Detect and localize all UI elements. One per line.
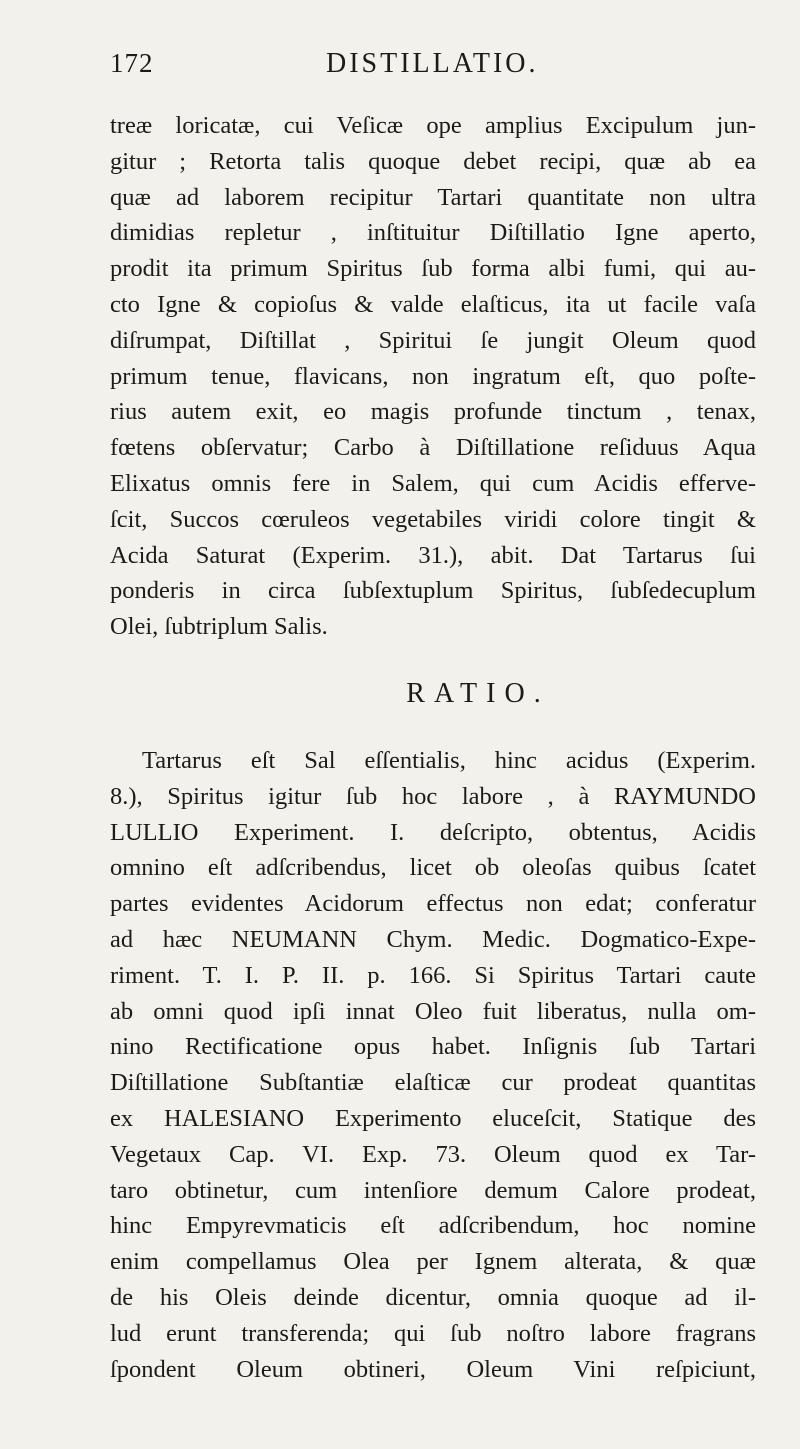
text-line: Vegetaux Cap. VI. Exp. 73. Oleum quod ex Tar- [110,1140,756,1168]
text-line: hinc Empyrevmaticis eſt adſcribendum, hoc nomine [110,1212,756,1240]
paragraph-2 [110,743,756,1387]
running-title: DISTILLATIO. [326,48,539,79]
text-line: partes evidentes Acidorum effectus non edat; conferatur [110,890,756,918]
text-line: treæ loricatæ, cui Veſicæ ope amplius Excipulum jun- [110,112,756,139]
text-line: Tartarus eſt Sal eſſentialis, hinc acidus (Experim. [142,746,756,774]
text-line: ad hæc NEUMANN Chym. Medic. Dogmatico-Expe- [110,925,756,953]
text-line: de his Oleis deinde dicentur, omnia quoque ad il- [110,1283,756,1311]
text-line: ab omni quod ipſi innat Oleo fuit liberatus, nulla om- [110,997,756,1025]
page-number: 172 [110,48,154,78]
text-line: Diſtillatione Subſtantiæ elaſticæ cur prodeat quantitas [110,1069,756,1097]
text-line: ſpondent Oleum obtineri, Oleum Vini reſpiciunt, [110,1355,756,1383]
text-line: Acida Saturat (Experim. 31.), abit. Dat Tartarus ſui [110,541,756,569]
text-line: ſcit, Succos cœruleos vegetabiles viridi colore tingit & [110,505,756,533]
text-line: primum tenue, flavicans, non ingratum eſt, quo poſte- [110,362,756,390]
text-line: ponderis in circa ſubſextuplum Spiritus, ſubſedecuplum [110,577,756,605]
text-line: LULLIO Experiment. I. deſcripto, obtentus, Acidis [110,818,756,846]
body-text [110,108,756,1387]
text-line: diſrumpat, Diſtillat , Spiritui ſe jungit Oleum quod [110,326,756,354]
text-line: fœtens obſervatur; Carbo à Diſtillatione reſiduus Aqua [110,434,756,462]
text-line: 8.), Spiritus igitur ſub hoc labore , à RAYMUNDO [110,782,756,810]
text-line: omnino eſt adſcribendus, licet ob oleoſas quibus ſcatet [110,854,756,882]
text-line: ex HALESIANO Experimento eluceſcit, Statique des [110,1104,756,1132]
text-line: nino Rectificatione opus habet. Inſignis ſub Tartari [110,1033,756,1061]
text-line: Elixatus omnis fere in Salem, qui cum Acidis efferve- [110,469,756,497]
text-line: riment. T. I. P. II. p. 166. Si Spiritus Tartari caute [110,961,756,989]
page-header [110,48,750,88]
text-line: lud erunt transferenda; qui ſub noſtro labore fragrans [110,1319,756,1347]
paragraph-1 [110,108,756,645]
text-line: dimidias repletur , inſtituitur Diſtillatio Igne aperto, [110,219,756,247]
text-line: Olei, ſubtriplum Salis. [110,613,328,641]
text-line: rius autem exit, eo magis profunde tinctum , tenax, [110,398,756,426]
text-line: enim compellamus Olea per Ignem alterata, & quæ [110,1248,756,1276]
section-heading: RATIO. [406,677,550,709]
text-line: cto Igne & copioſus & valde elaſticus, ita ut facile vaſa [110,290,756,318]
text-line: gitur ; Retorta talis quoque debet recipi, quæ ab ea [110,147,756,175]
text-line: taro obtinetur, cum intenſiore demum Calore prodeat, [110,1176,756,1204]
text-line: prodit ita primum Spiritus ſub forma albi fumi, qui au- [110,255,756,283]
text-line: quæ ad laborem recipitur Tartari quantitate non ultra [110,183,756,211]
